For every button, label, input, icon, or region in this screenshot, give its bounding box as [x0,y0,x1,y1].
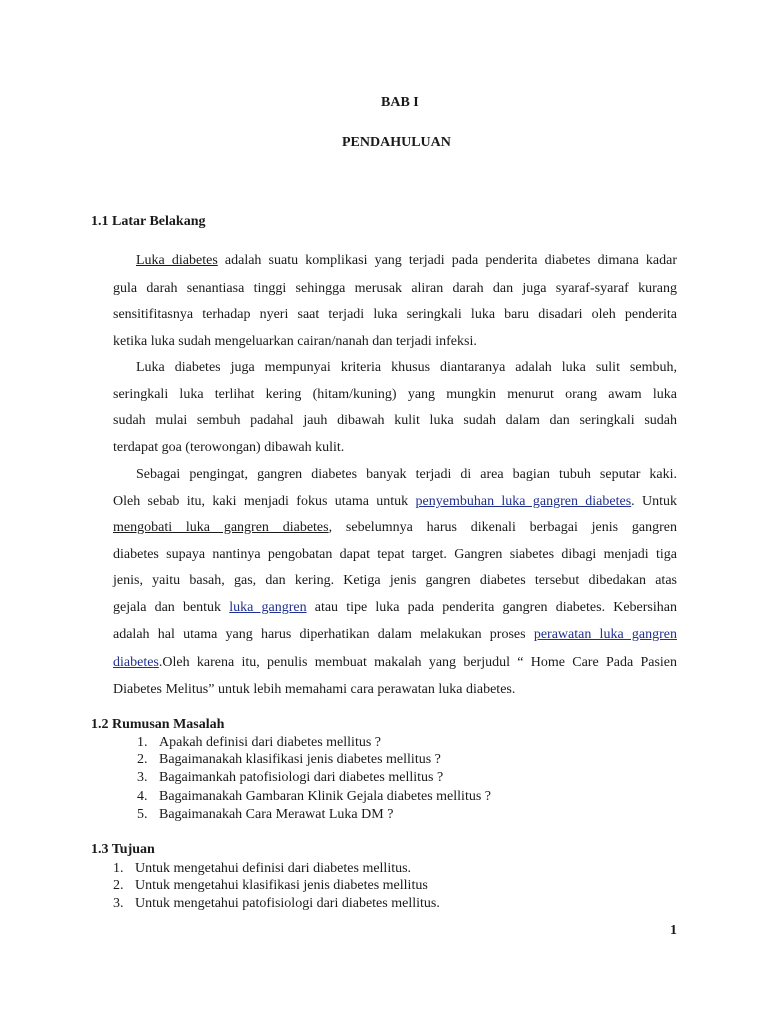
link-luka-gangren[interactable]: luka gangren [229,600,307,615]
link-perawatan-luka-gangren[interactable]: perawatan luka gangren [533,627,677,642]
paragraph-line: Sebagai pengingat, gangren diabetes banyak terjadi di area bagian tubuh seputar kaki. [136,467,677,482]
section-heading-latar-belakang: 1.1 Latar Belakang [91,214,206,229]
paragraph-line: sensitifitasnya terhadap nyeri saat terjadi luka seringkali luka baru disadari oleh penderita [113,307,677,322]
section-heading-tujuan: 1.3 Tujuan [91,842,155,857]
paragraph-line: Diabetes Melitus” untuk lebih memahami cara perawatan luka diabetes. [113,682,516,697]
list-item: 5. Bagaimanakah Cara Merawat Luka DM ? [137,807,394,822]
paragraph-line: Luka diabetes adalah suatu komplikasi yang terjadi pada penderita diabetes dimana kadar [136,253,677,268]
underlined-term: Luka diabetes [136,253,218,268]
list-item: 1. Untuk mengetahui definisi dari diabetes mellitus. [113,861,412,876]
paragraph-line: Luka diabetes juga mempunyai kriteria khusus diantaranya adalah luka sulit sembuh, [136,360,677,375]
list-item: 3. Untuk mengetahui patofisiologi dari diabetes mellitus. [113,896,440,911]
paragraph-line: adalah hal utama yang harus diperhatikan dalam melakukan proses perawatan luka gangren [113,627,677,642]
list-item: 2. Untuk mengetahui klasifikasi jenis diabetes mellitus [113,878,428,893]
list-item: 1. Apakah definisi dari diabetes mellitus ? [137,735,381,750]
section-heading-rumusan-masalah: 1.2 Rumusan Masalah [91,717,225,732]
paragraph-line: jenis, yaitu basah, gas, dan kering. Ketiga jenis gangren diabetes tersebut dibedakan atas [113,573,677,588]
link-diabetes[interactable]: diabetes [113,655,159,670]
link-penyembuhan-luka-gangren-diabetes[interactable]: penyembuhan luka gangren diabetes [415,494,632,509]
paragraph-line: diabetes supaya nantinya pengobatan dapat tepat target. Gangren siabetes dibagi menjadi tiga [113,547,677,562]
chapter-title: PENDAHULUAN [342,135,451,150]
list-item: 3. Bagaimankah patofisiologi dari diabetes mellitus ? [137,770,444,785]
paragraph-line: Oleh sebab itu, kaki menjadi fokus utama untuk penyembuhan luka gangren diabetes. Untuk [113,494,677,509]
paragraph-line: mengobati luka gangren diabetes, sebelumnya harus dikenali berbagai jenis gangren [113,520,677,535]
paragraph-line: terdapat goa (terowongan) dibawah kulit. [113,440,345,455]
paragraph-line: gula darah senantiasa tinggi sehingga merusak aliran darah dan juga syaraf-syaraf kurang [113,281,677,296]
underlined-term: mengobati luka gangren diabetes [113,520,329,535]
paragraph-line: gejala dan bentuk luka gangren atau tipe luka pada penderita gangren diabetes. Kebersihan [113,600,677,615]
chapter-number: BAB I [381,95,419,110]
list-item: 2. Bagaimanakah klasifikasi jenis diabetes mellitus ? [137,752,441,767]
list-item: 4. Bagaimanakah Gambaran Klinik Gejala diabetes mellitus ? [137,789,491,804]
paragraph-line: sudah mulai sembuh padahal jauh dibawah kulit luka sudah dalam dan seringkali sudah [113,413,677,428]
paragraph-line: diabetes.Oleh karena itu, penulis membuat makalah yang berjudul “ Home Care Pada Pasien [113,655,677,670]
paragraph-line: seringkali luka terlihat kering (hitam/kuning) yang mungkin menurut orang awam luka [113,387,677,402]
paragraph-line: ketika luka sudah mengeluarkan cairan/nanah dan terjadi infeksi. [113,334,477,349]
page-number: 1 [670,923,677,938]
